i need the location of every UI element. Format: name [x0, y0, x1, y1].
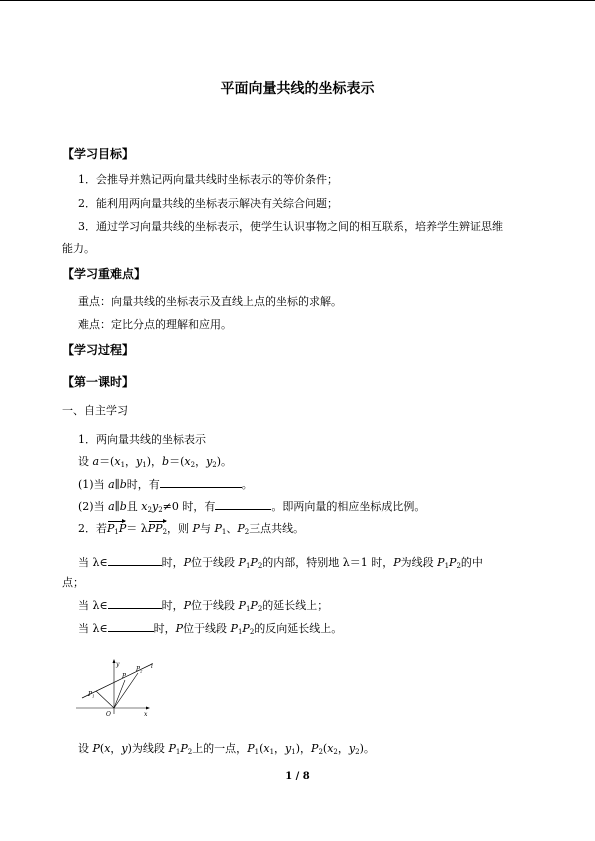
y-axis-label: y	[116, 661, 120, 668]
x-axis-label: x	[144, 711, 148, 718]
x-axis-arrow	[146, 707, 150, 710]
goal-3: 3．通过学习向量共线的坐标表示，使学生认识事物之间的相互联系，培养学生辨证思维	[78, 220, 503, 233]
coordinate-diagram	[72, 658, 162, 720]
goal-1: 1．会推导并熟记两向量共线时坐标表示的等价条件；	[78, 173, 338, 186]
goal-2: 2．能利用两向量共线的坐标表示解决有关综合问题；	[78, 197, 338, 210]
section-heading-process: 【学习过程】	[62, 343, 135, 357]
fill-blank[interactable]	[108, 598, 162, 609]
vector-definition: 设 $a=(x_1$，$y_1$)，$b=(x_2$，$y_2$)。	[78, 455, 233, 469]
lambda-case-1-cont: 点；	[62, 576, 84, 589]
lambda-case-2: 当 λ∈ 时，P位于线段 $P_1P_2$的延长线上；	[78, 599, 329, 613]
fill-blank[interactable]	[108, 621, 154, 632]
fill-blank[interactable]	[160, 477, 242, 488]
key-difficult: 难点：定比分点的理解和应用。	[78, 318, 232, 331]
section-heading-goals: 【学习目标】	[62, 147, 135, 161]
top-rule	[0, 0, 595, 1]
origin-label: O	[106, 711, 111, 718]
key-important: 重点：向量共线的坐标表示及直线上点的坐标的求解。	[78, 295, 342, 308]
page-number: 1 / 8	[285, 771, 310, 782]
point-definition: 设 P(x，y)为线段 $P_1P_2$上的一点，$P_1(x_1$，$y_1$)，$P_2(x_2$，$y_2$)。	[78, 742, 375, 756]
section-heading-lesson1: 【第一课时】	[62, 375, 135, 389]
fill-blank[interactable]	[108, 555, 162, 566]
fill-blank[interactable]	[215, 499, 271, 510]
item-1-heading: 1．两向量共线的坐标表示	[78, 433, 206, 446]
point-p1-label: $P_1$	[88, 691, 95, 699]
line-label: l	[151, 663, 153, 670]
goal-3-cont: 能力。	[62, 242, 95, 255]
condition-1: (1)当 a∥b时，有 。	[78, 478, 253, 491]
section-heading-key-points: 【学习重难点】	[62, 267, 147, 281]
condition-2: (2)当 a∥b且 $x_2y_2\ne 0$ 时，有 。即两向量的相应坐标成比例。	[78, 500, 426, 514]
page-title: 平面向量共线的坐标表示	[220, 81, 375, 97]
self-study-heading: 一、自主学习	[62, 404, 128, 417]
point-p-label: P	[122, 673, 127, 680]
vector-op1	[96, 691, 114, 708]
lambda-case-1: 当 λ∈ 时，P位于线段 $P_1P_2$的内部，特别地 λ＝1 时，P为线段 $P_1P_2$的中	[78, 556, 483, 570]
point-p2-label: $P_2$	[136, 666, 143, 674]
lambda-case-3: 当 λ∈ 时，P位于线段 $P_1P_2$的反向延长线上。	[78, 622, 343, 636]
item-2-statement: 2．若$P_1P= \lambda PP_2$，则 P与 $P_1$、$P_2$三点共线。	[78, 522, 304, 539]
